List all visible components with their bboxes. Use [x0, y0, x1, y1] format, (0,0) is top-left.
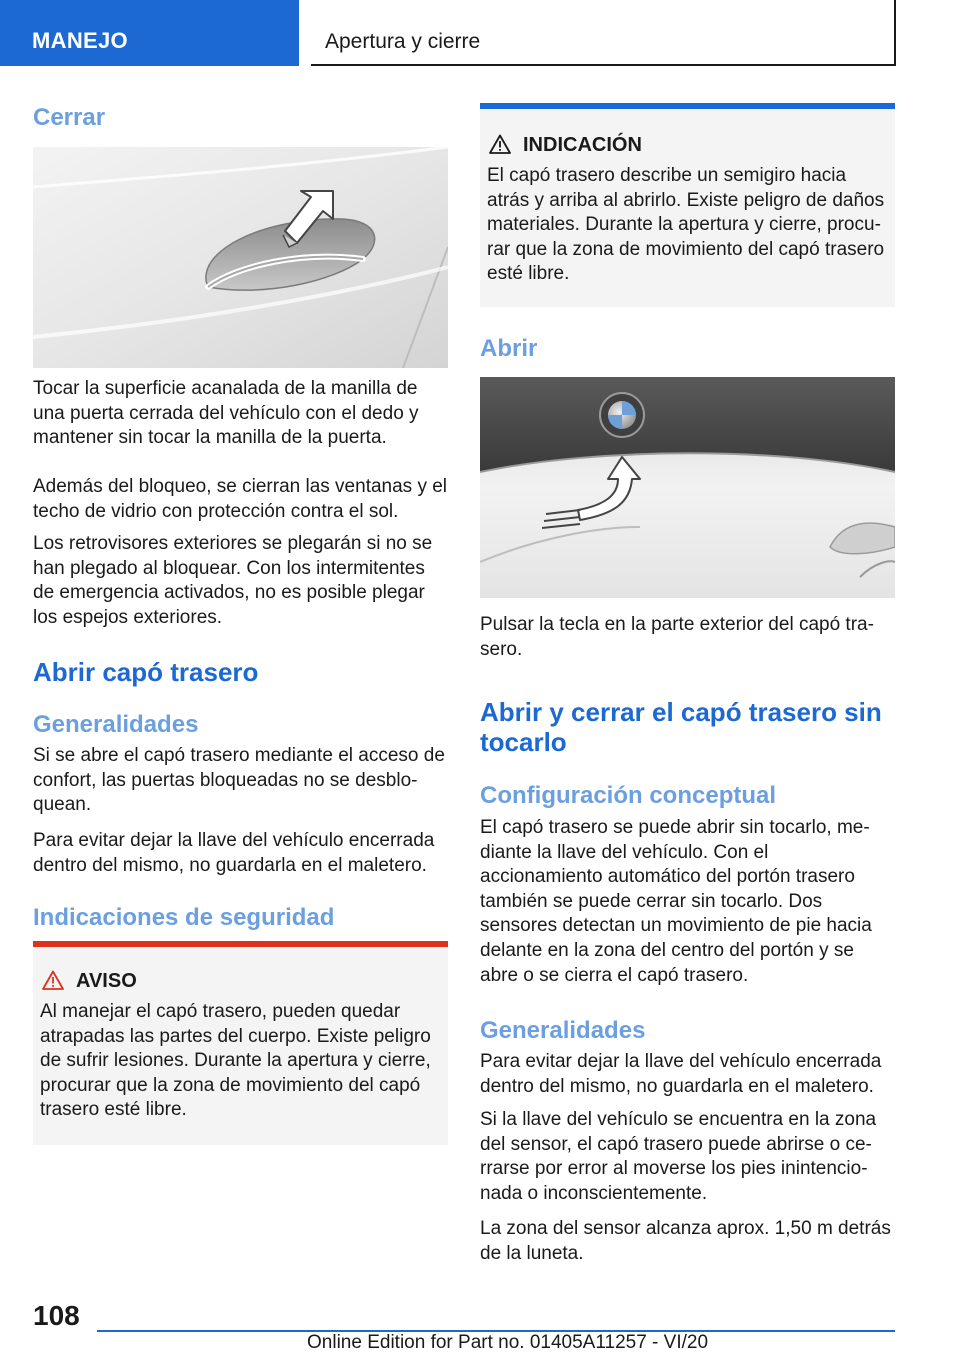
heading-sin-tocarlo-line-2: tocarlo [480, 727, 567, 757]
warning-triangle-icon [42, 970, 64, 990]
generalidades-paragraph-1: Si se abre el capó trasero mediante el acceso de confort, las puertas bloqueadas no se desbloquean. [33, 745, 445, 816]
cerrar-paragraph-2: Además del bloqueo, se cierran las ventanas y el techo de vidrio con protección contra el sol. [33, 476, 448, 522]
tailgate-button-illustration [480, 377, 895, 598]
aviso-body: Al manejar el capó trasero, pueden quedar atrapadas las partes del cuerpo. Existe peligro de sufrir lesiones. Durante la apertura y cierre, procurar que la zona de movimiento del capó trasero esté libre. [40, 1001, 431, 1121]
door-handle-image [33, 147, 448, 368]
tailgate-image [480, 377, 895, 598]
page-number: 108 [33, 1300, 80, 1331]
aviso-color-bar [33, 941, 448, 947]
configuracion-paragraph-1: El capó trasero se puede abrir sin tocarlo, mediante la llave del vehículo. Con el accionamiento automático del portón trasero también se puede cerrar sin tocarlo. Dos sensores detectan un movimiento de pie hacia delante en la zona del centro del portón y se abre o se cierra el capó trasero. [480, 817, 872, 986]
heading-abrir: Abrir [480, 335, 538, 362]
header-chapter-box [311, 0, 896, 66]
generalidades2-paragraph-2: Si la llave del vehículo se encuentra en la zona del sensor, el capó trasero puede abrirse o cerrarse por error al moverse los pies inintencionada o inconscientemente. [480, 1109, 877, 1204]
cerrar-paragraph-3: Los retrovisores exteriores se plegarán si no se han plegado al bloquear. Con los intermitentes de emergencia activados, no es posible plegar los espejos exteriores. [33, 533, 433, 628]
header-chapter-label: Apertura y cierre [325, 30, 481, 53]
heading-generalidades: Generalidades [33, 711, 199, 738]
aviso-notice-box [33, 941, 448, 1145]
heading-generalidades-2: Generalidades [480, 1017, 646, 1044]
abrir-paragraph-1: Pulsar la tecla en la parte exterior del capó trasero. [480, 614, 874, 660]
door-handle-illustration [33, 147, 448, 368]
generalidades2-paragraph-3: La zona del sensor alcanza aprox. 1,50 m detrás de la luneta. [480, 1218, 891, 1264]
generalidades-paragraph-2: Para evitar dejar la llave del vehículo encerrada dentro del mismo, no guardarla en el maletero. [33, 830, 435, 876]
indicacion-color-bar [480, 103, 895, 109]
heading-indicaciones-seguridad: Indicaciones de seguridad [33, 904, 335, 931]
heading-abrir-capo-trasero: Abrir capó trasero [33, 657, 259, 687]
indicacion-notice-box [480, 103, 895, 307]
header-section-tab [0, 0, 299, 66]
indicacion-title: INDICACIÓN [523, 134, 642, 156]
heading-configuracion-conceptual: Configuración conceptual [480, 782, 777, 809]
warning-triangle-icon [489, 134, 511, 154]
footer-edition-text: Online Edition for Part no. 01405A11257 - VI/20 [307, 1332, 709, 1353]
heading-cerrar: Cerrar [33, 104, 106, 131]
generalidades2-paragraph-1: Para evitar dejar la llave del vehículo encerrada dentro del mismo, no guardarla en el maletero. [480, 1051, 882, 1097]
header-section-label: MANEJO [32, 28, 128, 53]
aviso-title: AVISO [76, 970, 137, 992]
heading-sin-tocarlo-line-1: Abrir y cerrar el capó trasero sin [480, 697, 882, 727]
cerrar-paragraph-1: Tocar la superficie acanalada de la manilla de una puerta cerrada del vehículo con el dedo y mantener sin tocar la manilla de la puerta. [33, 378, 419, 449]
indicacion-body: El capó trasero describe un semigiro hacia atrás y arriba al abrirlo. Existe peligro de daños materiales. Durante la apertura y cierre, procurar que la zona de movimiento del capó trasero esté libre. [487, 165, 885, 285]
